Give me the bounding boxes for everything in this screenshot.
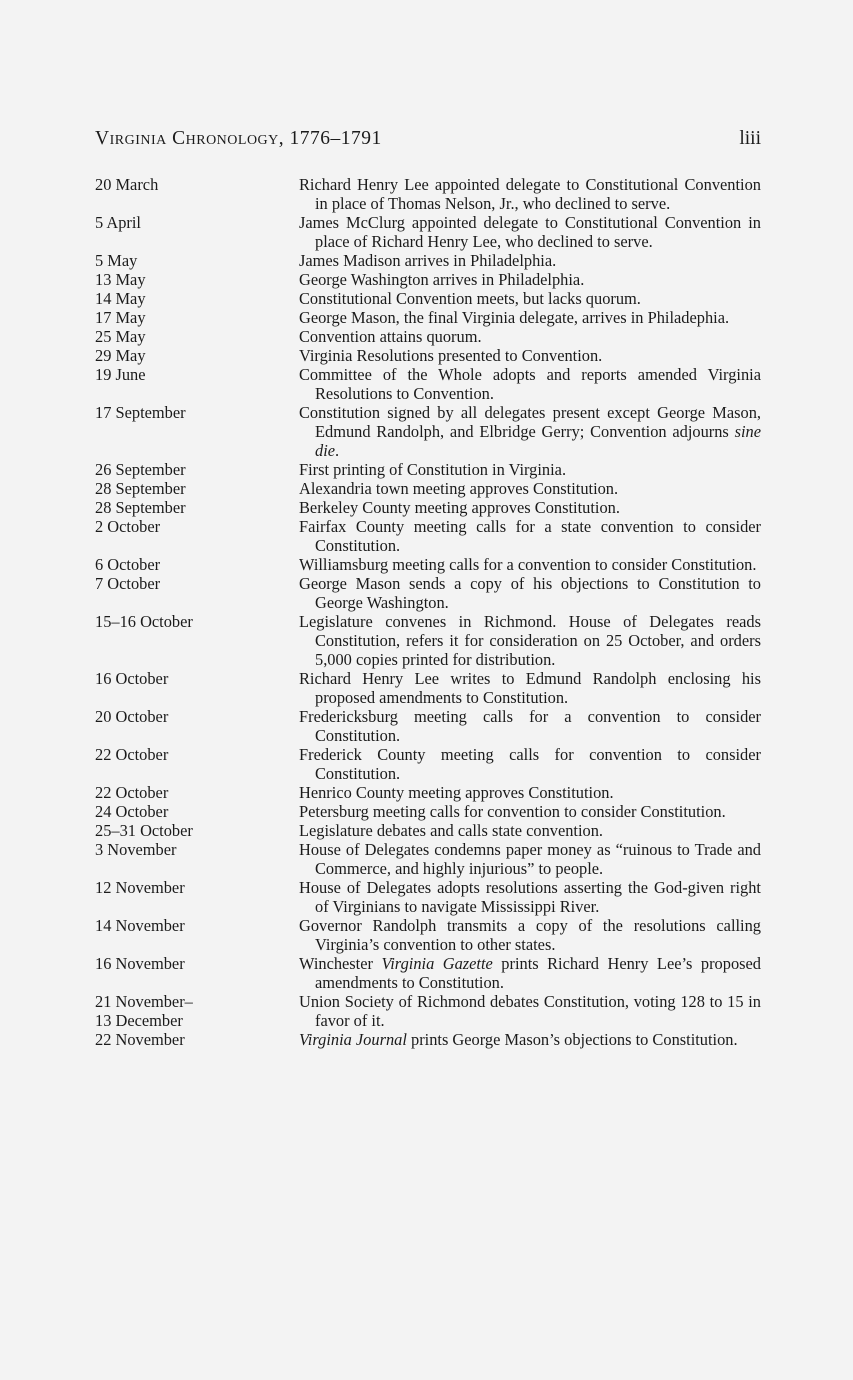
entry-event-text: Fredericksburg meeting calls for a convention to consider Constitution. — [299, 707, 761, 745]
page-number: liii — [739, 128, 761, 149]
chronology-entry — [95, 460, 761, 479]
chronology-entry — [95, 403, 761, 460]
entry-date: 15–16 October — [95, 612, 193, 631]
entry-event-text: Frederick County meeting calls for convention to consider Constitution. — [299, 745, 761, 783]
entry-event — [299, 327, 761, 346]
chronology-entry — [95, 327, 761, 346]
chronology-entry — [95, 289, 761, 308]
entry-event — [299, 479, 761, 498]
entry-event — [299, 669, 761, 707]
entry-event — [299, 821, 761, 840]
entry-event-text: Williamsburg meeting calls for a convention to consider Constitution. — [299, 555, 757, 574]
entry-event-text: Alexandria town meeting approves Constitution. — [299, 479, 619, 498]
entry-event-text: Constitution signed by all delegates present except George Mason, Edmund Randolph, and Elbridge Gerry; Convention adjourns — [299, 403, 761, 441]
entry-event — [299, 346, 761, 365]
entry-event-text: Committee of the Whole adopts and reports amended Virginia Resolutions to Convention. — [299, 365, 761, 403]
chronology-list — [95, 175, 761, 1049]
entry-event — [299, 517, 761, 555]
entry-event-italic: sine die — [315, 422, 761, 460]
entry-event — [299, 916, 761, 954]
entry-date: 14 November — [95, 916, 185, 935]
entry-event — [299, 954, 761, 992]
entry-event — [299, 213, 761, 251]
chronology-entry — [95, 916, 761, 954]
chronology-entry — [95, 878, 761, 916]
entry-event-text: George Washington arrives in Philadelphia. — [299, 270, 585, 289]
entry-event — [299, 498, 761, 517]
chronology-entry — [95, 213, 761, 251]
entry-event — [299, 460, 761, 479]
entry-event — [299, 840, 761, 878]
entry-event-italic: Virginia Journal — [299, 1030, 407, 1049]
entry-event-text: Petersburg meeting calls for convention to consider Constitution. — [299, 802, 726, 821]
entry-date: 7 October — [95, 574, 161, 593]
entry-event-text: Richard Henry Lee appointed delegate to Constitutional Convention in place of Thomas Nelson, Jr., who declined to serve. — [299, 175, 761, 213]
entry-event — [299, 612, 761, 669]
entry-date: 28 September — [95, 498, 186, 517]
entry-date: 20 March — [95, 175, 159, 194]
entry-date: 17 May — [95, 308, 146, 327]
chronology-entry — [95, 954, 761, 992]
entry-event — [299, 555, 761, 574]
entry-event-text: James Madison arrives in Philadelphia. — [299, 251, 557, 270]
entry-event-text: House of Delegates condemns paper money as “ruinous to Trade and Commerce, and highly injurious” to people. — [299, 840, 761, 878]
page-header — [95, 128, 761, 156]
chronology-entry — [95, 840, 761, 878]
chronology-entry — [95, 346, 761, 365]
entry-event-text: Legislature debates and calls state convention. — [299, 821, 604, 840]
entry-event — [299, 992, 761, 1030]
entry-event-italic: Virginia Gazette — [381, 954, 493, 973]
entry-event — [299, 403, 761, 460]
entry-event-text: Richard Henry Lee writes to Edmund Randolph enclosing his proposed amendments to Constitution. — [299, 669, 761, 707]
entry-event-text: Constitutional Convention meets, but lacks quorum. — [299, 289, 641, 308]
entry-date: 25–31 October — [95, 821, 193, 840]
entry-date: 16 October — [95, 669, 169, 688]
entry-date: 3 November — [95, 840, 177, 859]
entry-event — [299, 574, 761, 612]
chronology-entry — [95, 517, 761, 555]
chronology-entry — [95, 574, 761, 612]
entry-date: 19 June — [95, 365, 146, 384]
entry-event — [299, 308, 761, 327]
entry-event-text: James McClurg appointed delegate to Constitutional Convention in place of Richard Henry Lee, who declined to serve. — [299, 213, 761, 251]
chronology-entry — [95, 821, 761, 840]
entry-event — [299, 1030, 761, 1049]
entry-event — [299, 175, 761, 213]
entry-date: 13 May — [95, 270, 146, 289]
chronology-entry — [95, 783, 761, 802]
entry-event — [299, 365, 761, 403]
entry-event-text: prints George Mason’s objections to Constitution. — [406, 1030, 738, 1049]
entry-event — [299, 289, 761, 308]
chronology-entry — [95, 669, 761, 707]
chronology-entry — [95, 479, 761, 498]
entry-date: 28 September — [95, 479, 186, 498]
chronology-entry — [95, 1030, 761, 1049]
chronology-entry — [95, 802, 761, 821]
entry-event-text: First printing of Constitution in Virginia. — [299, 460, 567, 479]
entry-event-text: Convention attains quorum. — [299, 327, 482, 346]
chronology-entry — [95, 251, 761, 270]
entry-date: 14 May — [95, 289, 146, 308]
entry-date: 26 September — [95, 460, 186, 479]
chronology-entry — [95, 707, 761, 745]
entry-event — [299, 270, 761, 289]
entry-event-text: Governor Randolph transmits a copy of the resolutions calling Virginia’s convention to other states. — [299, 916, 761, 954]
entry-event-text: Fairfax County meeting calls for a state convention to consider Constitution. — [299, 517, 761, 555]
entry-date: 2 October — [95, 517, 161, 536]
chronology-entry — [95, 612, 761, 669]
chronology-entry — [95, 175, 761, 213]
entry-event-text: House of Delegates adopts resolutions asserting the God-given right of Virginians to navigate Mississippi River. — [299, 878, 761, 916]
entry-date: 22 October — [95, 745, 169, 764]
entry-event-text: . — [335, 441, 340, 460]
entry-date: 17 September — [95, 403, 186, 422]
entry-event — [299, 878, 761, 916]
entry-event-text: Union Society of Richmond debates Constitution, voting 128 to 15 in favor of it. — [299, 992, 761, 1030]
entry-event-text: George Mason sends a copy of his objections to Constitution to George Washington. — [299, 574, 761, 612]
chronology-entry — [95, 308, 761, 327]
entry-event-text: Berkeley County meeting approves Constitution. — [299, 498, 620, 517]
chronology-entry — [95, 555, 761, 574]
entry-event — [299, 745, 761, 783]
running-title: Virginia Chronology, 1776–1791 — [95, 128, 382, 149]
entry-date: 25 May — [95, 327, 146, 346]
entry-date: 22 November — [95, 1030, 185, 1049]
entry-event — [299, 802, 761, 821]
entry-event-text: Virginia Resolutions presented to Convention. — [299, 346, 603, 365]
entry-date: 12 November — [95, 878, 185, 897]
entry-event-text: Winchester — [299, 954, 382, 973]
chronology-entry — [95, 745, 761, 783]
entry-event-text: Henrico County meeting approves Constitution. — [299, 783, 614, 802]
chronology-entry — [95, 498, 761, 517]
entry-date: 24 October — [95, 802, 169, 821]
entry-event — [299, 707, 761, 745]
chronology-entry — [95, 270, 761, 289]
entry-date: 29 May — [95, 346, 146, 365]
entry-event — [299, 783, 761, 802]
chronology-entry — [95, 365, 761, 403]
entry-event-text: prints Richard Henry Lee’s proposed amendments to Constitution. — [315, 954, 761, 992]
entry-event-text: George Mason, the final Virginia delegate, arrives in Philadephia. — [299, 308, 730, 327]
entry-date: 16 November — [95, 954, 185, 973]
entry-date: 5 May — [95, 251, 138, 270]
entry-event-text: Legislature convenes in Richmond. House of Delegates reads Constitution, refers it for consideration on 25 October, and orders 5,000 copies printed for distribution. — [299, 612, 761, 669]
entry-date: 5 April — [95, 213, 141, 232]
entry-event — [299, 251, 761, 270]
chronology-entry — [95, 992, 761, 1030]
entry-date: 22 October — [95, 783, 169, 802]
entry-date: 21 November– 13 December — [95, 992, 193, 1030]
entry-date: 6 October — [95, 555, 161, 574]
entry-date: 20 October — [95, 707, 169, 726]
